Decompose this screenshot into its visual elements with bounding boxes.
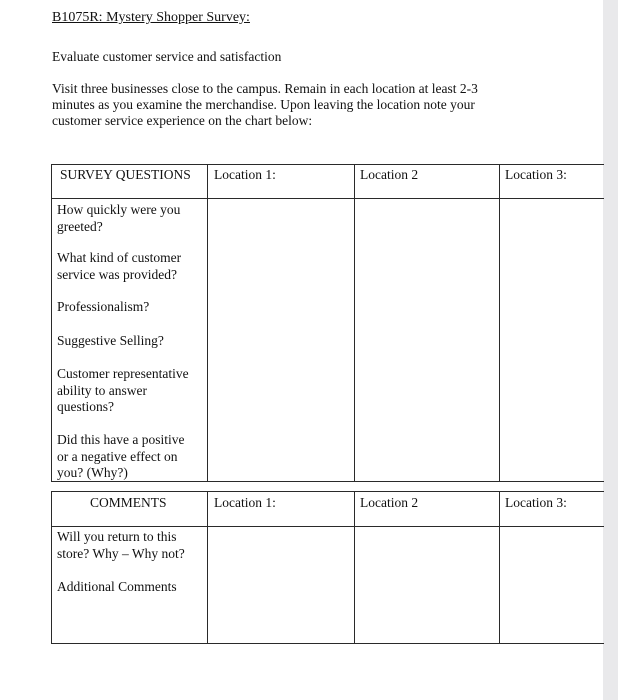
survey-question xyxy=(57,202,180,235)
survey-question-line: ability to answer xyxy=(57,382,147,398)
document-title: B1075R: Mystery Shopper Survey: xyxy=(52,10,250,25)
comments-item-line: Additional Comments xyxy=(57,579,177,594)
survey-header-questions: SURVEY QUESTIONS xyxy=(60,167,191,182)
page-edge-shadow xyxy=(603,0,618,700)
survey-question xyxy=(57,432,184,482)
survey-question xyxy=(57,333,164,350)
comments-header-location-2: Location 2 xyxy=(360,495,419,510)
intro-paragraph xyxy=(52,81,478,129)
intro-line: minutes as you examine the merchandise. Upon leaving the location note your xyxy=(52,97,475,112)
intro-line: customer service experience on the chart below: xyxy=(52,113,313,128)
survey-question-line: Suggestive Selling? xyxy=(57,333,164,348)
comments-item-line: Will you return to this xyxy=(57,529,177,544)
survey-question-line: How quickly were you xyxy=(57,202,181,217)
survey-question-line: Customer representative xyxy=(57,366,189,381)
comments-item xyxy=(57,579,177,596)
survey-question xyxy=(57,366,189,416)
survey-question-line: or a negative effect on xyxy=(57,448,178,464)
comments-header-location-3: Location 3: xyxy=(505,495,567,510)
survey-question-line: Did this have a positive xyxy=(57,432,185,447)
survey-question-line: questions? xyxy=(57,399,114,414)
document-subtitle: Evaluate customer service and satisfaction xyxy=(52,49,282,64)
survey-header-location-2: Location 2 xyxy=(360,167,419,182)
intro-line: Visit three businesses close to the campus. Remain in each location at least 2-3 xyxy=(52,81,478,96)
survey-question xyxy=(57,250,181,283)
comments-item xyxy=(57,529,185,562)
survey-question-line: Professionalism? xyxy=(57,299,150,314)
comments-header-location-1: Location 1: xyxy=(214,495,276,510)
survey-question-line: service was provided? xyxy=(57,266,177,282)
survey-header-location-3: Location 3: xyxy=(505,167,567,182)
survey-question-line: What kind of customer xyxy=(57,250,182,265)
comments-header-comments: COMMENTS xyxy=(90,495,167,510)
survey-question xyxy=(57,299,149,316)
comments-item-line: store? Why – Why not? xyxy=(57,545,185,561)
survey-header-location-1: Location 1: xyxy=(214,167,276,182)
survey-question-line: greeted? xyxy=(57,218,103,234)
survey-question-line: you? (Why?) xyxy=(57,465,128,480)
